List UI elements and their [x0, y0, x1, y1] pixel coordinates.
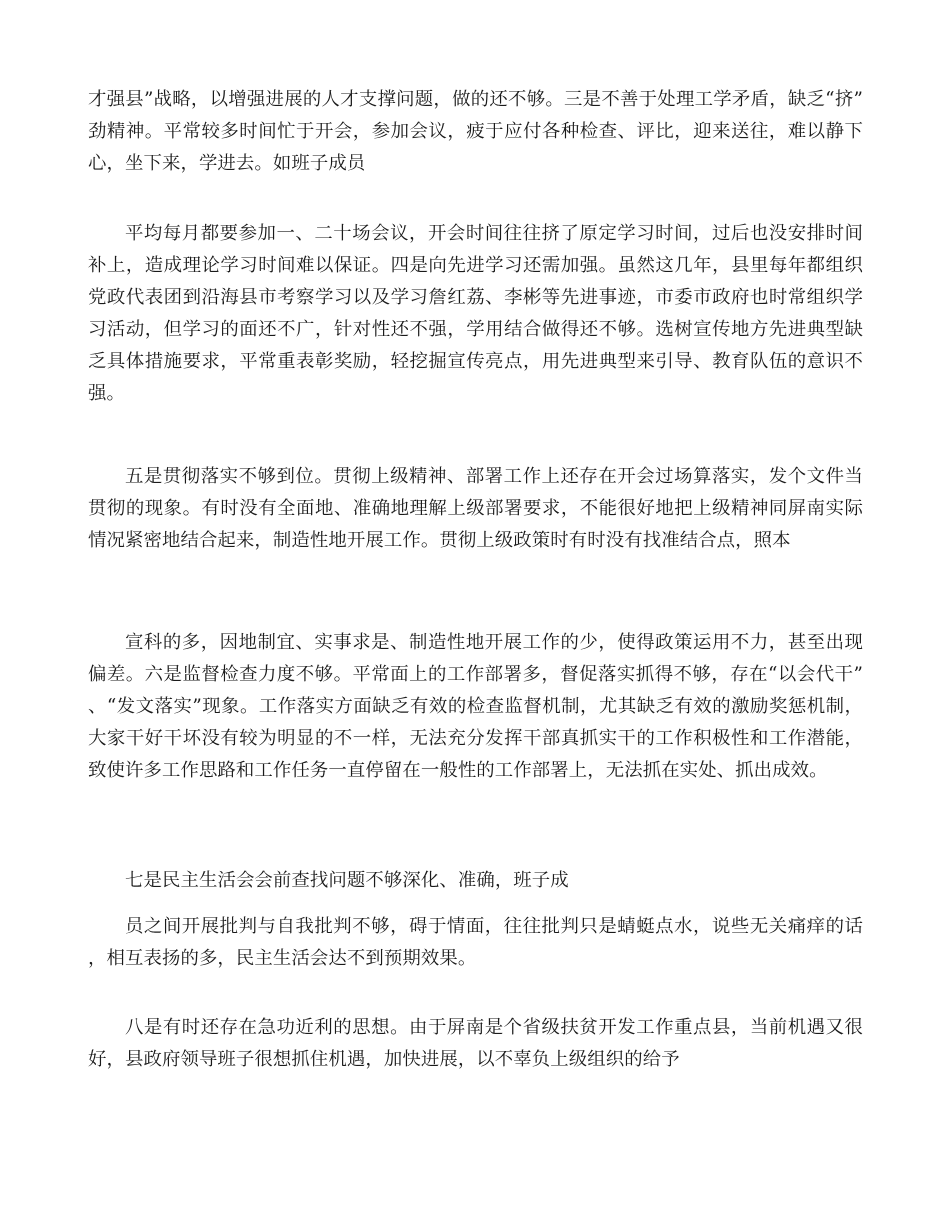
paragraph-5: 七是民主生活会会前查找问题不够深化、准确，班子成	[125, 870, 569, 891]
paragraph-4: 宣科的多，因地制宜、实事求是、制造性地开展工作的少，使得政策运用不力，甚至出现偏差。六是监督检查力度不够。平常面上的工作部署多，督促落实抓得不够，存在“以会代干”、“发文落实”现象。工作落实方面缺乏有效的检查监督机制，尤其缺乏有效的激励奖惩机制，大家干好干坏没有较为明显的不一样，无法充分发挥干部真抓实干的工作积极性和工作潜能，致使许多工作思路和工作任务一直停留在一般性的工作部署上，无法抓在实处、抓出成效。	[88, 632, 863, 781]
paragraph-1: 才强县”战略，以增强进展的人才支撑问题，做的还不够。三是不善于处理工学矛盾，缺乏“挤”劲精神。平常较多时间忙于开会，参加会议，疲于应付各种检查、评比，迎来送往，难以静下心，坐下来，学进去。如班子成员	[88, 89, 863, 174]
paragraph-6: 员之间开展批判与自我批判不够，碍于情面，往往批判只是蜻蜓点水，说些无关痛痒的话，相互表扬的多，民主生活会达不到预期效果。	[88, 916, 863, 969]
paragraph-7: 八是有时还存在急功近利的思想。由于屏南是个省级扶贫开发工作重点县，当前机遇又很好，县政府领导班子很想抓住机遇，加快进展，以不辜负上级组织的给予	[88, 1017, 863, 1070]
paragraph-3: 五是贯彻落实不够到位。贯彻上级精神、部署工作上还存在开会过场算落实，发个文件当贯彻的现象。有时没有全面地、准确地理解上级部署要求，不能很好地把上级精神同屏南实际情况紧密地结合起来，制造性地开展工作。贯彻上级政策时有时没有找准结合点，照本	[88, 466, 863, 551]
paragraph-2: 平均每月都要参加一、二十场会议，开会时间往往挤了原定学习时间，过后也没安排时间补上，造成理论学习时间难以保证。四是向先进学习还需加强。虽然这几年，县里每年都组织党政代表团到沿海县市考察学习以及学习詹红荔、李彬等先进事迹，市委市政府也时常组织学习活动，但学习的面还不广，针对性还不强，学用结合做得还不够。选树宣传地方先进典型缺乏具体措施要求，平常重表彰奖励，轻挖掘宣传亮点，用先进典型来引导、教育队伍的意识不强。	[88, 223, 863, 404]
